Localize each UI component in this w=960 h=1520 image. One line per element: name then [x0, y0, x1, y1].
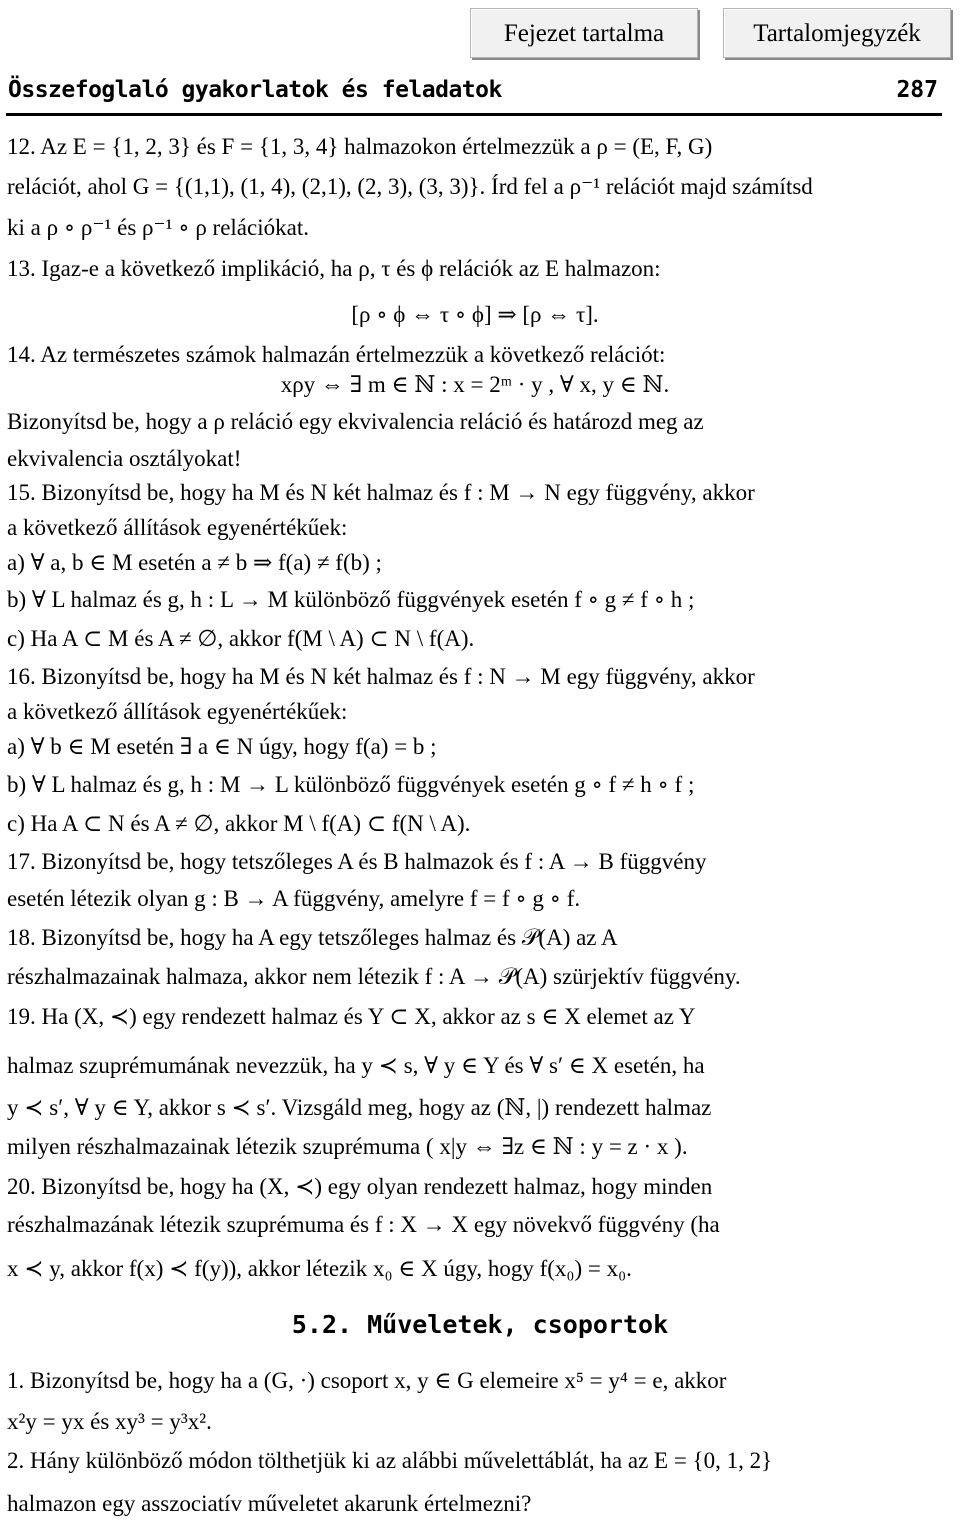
text-line: 19. Ha (X, ≺) egy rendezett halmaz és Y ⊂ X, akkor az s ∈ X elemet az Y: [7, 1004, 696, 1029]
text-line: x ≺ y, akkor f(x) ≺ f(y)), akkor létezik x₀ ∈ X úgy, hogy f(x₀) = x₀.: [7, 1256, 632, 1281]
text-line: 18. Bizonyítsd be, hogy ha A egy tetszőleges halmaz és 𝒫(A) az A: [7, 925, 618, 950]
text-line: 13. Igaz-e a következő implikáció, ha ρ, τ és ϕ relációk az E halmazon:: [7, 256, 661, 281]
text-line: c) Ha A ⊂ M és A ≠ ∅, akkor f(M \ A) ⊂ N \ f(A).: [7, 626, 475, 651]
page-number: 287: [896, 77, 938, 103]
header-title: Összefoglaló gyakorlatok és feladatok: [8, 77, 502, 103]
text-line: ekvivalencia osztályokat!: [7, 446, 242, 471]
section-title: 5.2. Műveletek, csoportok: [291, 1310, 669, 1339]
text-line: 1. Bizonyítsd be, hogy ha a (G, ·) csoport x, y ∈ G elemeire x⁵ = y⁴ = e, akkor: [7, 1368, 727, 1393]
text-line: halmazon egy asszociatív műveletet akarunk értelmezni?: [7, 1491, 532, 1516]
text-line: a következő állítások egyenértékűek:: [7, 515, 348, 540]
text-line: részhalmazának létezik szuprémuma és f : X → X egy növekvő függvény (ha: [7, 1212, 720, 1237]
table-of-contents-button[interactable]: Tartalomjegyzék: [723, 8, 951, 58]
formula-line: xρy ⇔ ∃ m ∈ ℕ : x = 2ᵐ · y , ∀ x, y ∈ ℕ.: [280, 372, 670, 397]
text-line: Bizonyítsd be, hogy a ρ reláció egy ekvivalencia reláció és határozd meg az: [7, 409, 704, 434]
text-line: a következő állítások egyenértékűek:: [7, 699, 348, 724]
text-line: milyen részhalmazainak létezik szuprémuma ( x|y ⇔ ∃z ∈ ℕ : y = z · x ).: [7, 1134, 688, 1159]
text-line: ki a ρ ∘ ρ⁻¹ és ρ⁻¹ ∘ ρ relációkat.: [7, 215, 309, 240]
page-header: [8, 74, 938, 114]
text-line: 17. Bizonyítsd be, hogy tetszőleges A és B halmazok és f : A → B függvény: [7, 849, 707, 874]
text-line: 2. Hány különböző módon tölthetjük ki az alábbi művelettáblát, ha az E = {0, 1, 2}: [7, 1448, 773, 1473]
text-line: a) ∀ b ∈ M esetén ∃ a ∈ N úgy, hogy f(a) = b ;: [7, 734, 437, 759]
text-line: esetén létezik olyan g : B → A függvény, amelyre f = f ∘ g ∘ f.: [7, 886, 581, 911]
text-line: relációt, ahol G = {(1,1), (1, 4), (2,1), (2, 3), (3, 3)}. Írd fel a ρ⁻¹ relációt majd számítsd: [7, 174, 813, 199]
text-line: 15. Bizonyítsd be, hogy ha M és N két halmaz és f : M → N egy függvény, akkor: [7, 480, 755, 505]
text-line: c) Ha A ⊂ N és A ≠ ∅, akkor M \ f(A) ⊂ f(N \ A).: [7, 811, 471, 836]
formula-line: [ρ ∘ ϕ ⇔ τ ∘ ϕ] ⇒ [ρ ⇔ τ].: [351, 302, 599, 327]
header-rule: [6, 113, 942, 116]
text-line: y ≺ s′, ∀ y ∈ Y, akkor s ≺ s′. Vizsgáld meg, hogy az (ℕ, |) rendezett halmaz: [7, 1095, 712, 1120]
text-line: b) ∀ L halmaz és g, h : M → L különböző függvények esetén g ∘ f ≠ h ∘ f ;: [7, 772, 695, 797]
chapter-contents-button[interactable]: Fejezet tartalma: [470, 8, 698, 58]
text-line: 20. Bizonyítsd be, hogy ha (X, ≺) egy olyan rendezett halmaz, hogy minden: [7, 1174, 713, 1199]
text-line: x²y = yx és xy³ = y³x².: [7, 1409, 212, 1434]
text-line: 16. Bizonyítsd be, hogy ha M és N két halmaz és f : N → M egy függvény, akkor: [7, 664, 755, 689]
text-line: halmaz szuprémumának nevezzük, ha y ≺ s, ∀ y ∈ Y és ∀ s′ ∈ X esetén, ha: [7, 1053, 705, 1078]
text-line: a) ∀ a, b ∈ M esetén a ≠ b ⇒ f(a) ≠ f(b) ;: [7, 550, 382, 575]
text-line: b) ∀ L halmaz és g, h : L → M különböző függvények esetén f ∘ g ≠ f ∘ h ;: [7, 587, 695, 612]
text-line: 14. Az természetes számok halmazán értelmezzük a következő relációt:: [7, 342, 666, 367]
text-line: 12. Az E = {1, 2, 3} és F = {1, 3, 4} halmazokon értelmezzük a ρ = (E, F, G): [7, 134, 713, 159]
text-line: részhalmazainak halmaza, akkor nem létezik f : A → 𝒫(A) szürjektív függvény.: [7, 964, 741, 989]
